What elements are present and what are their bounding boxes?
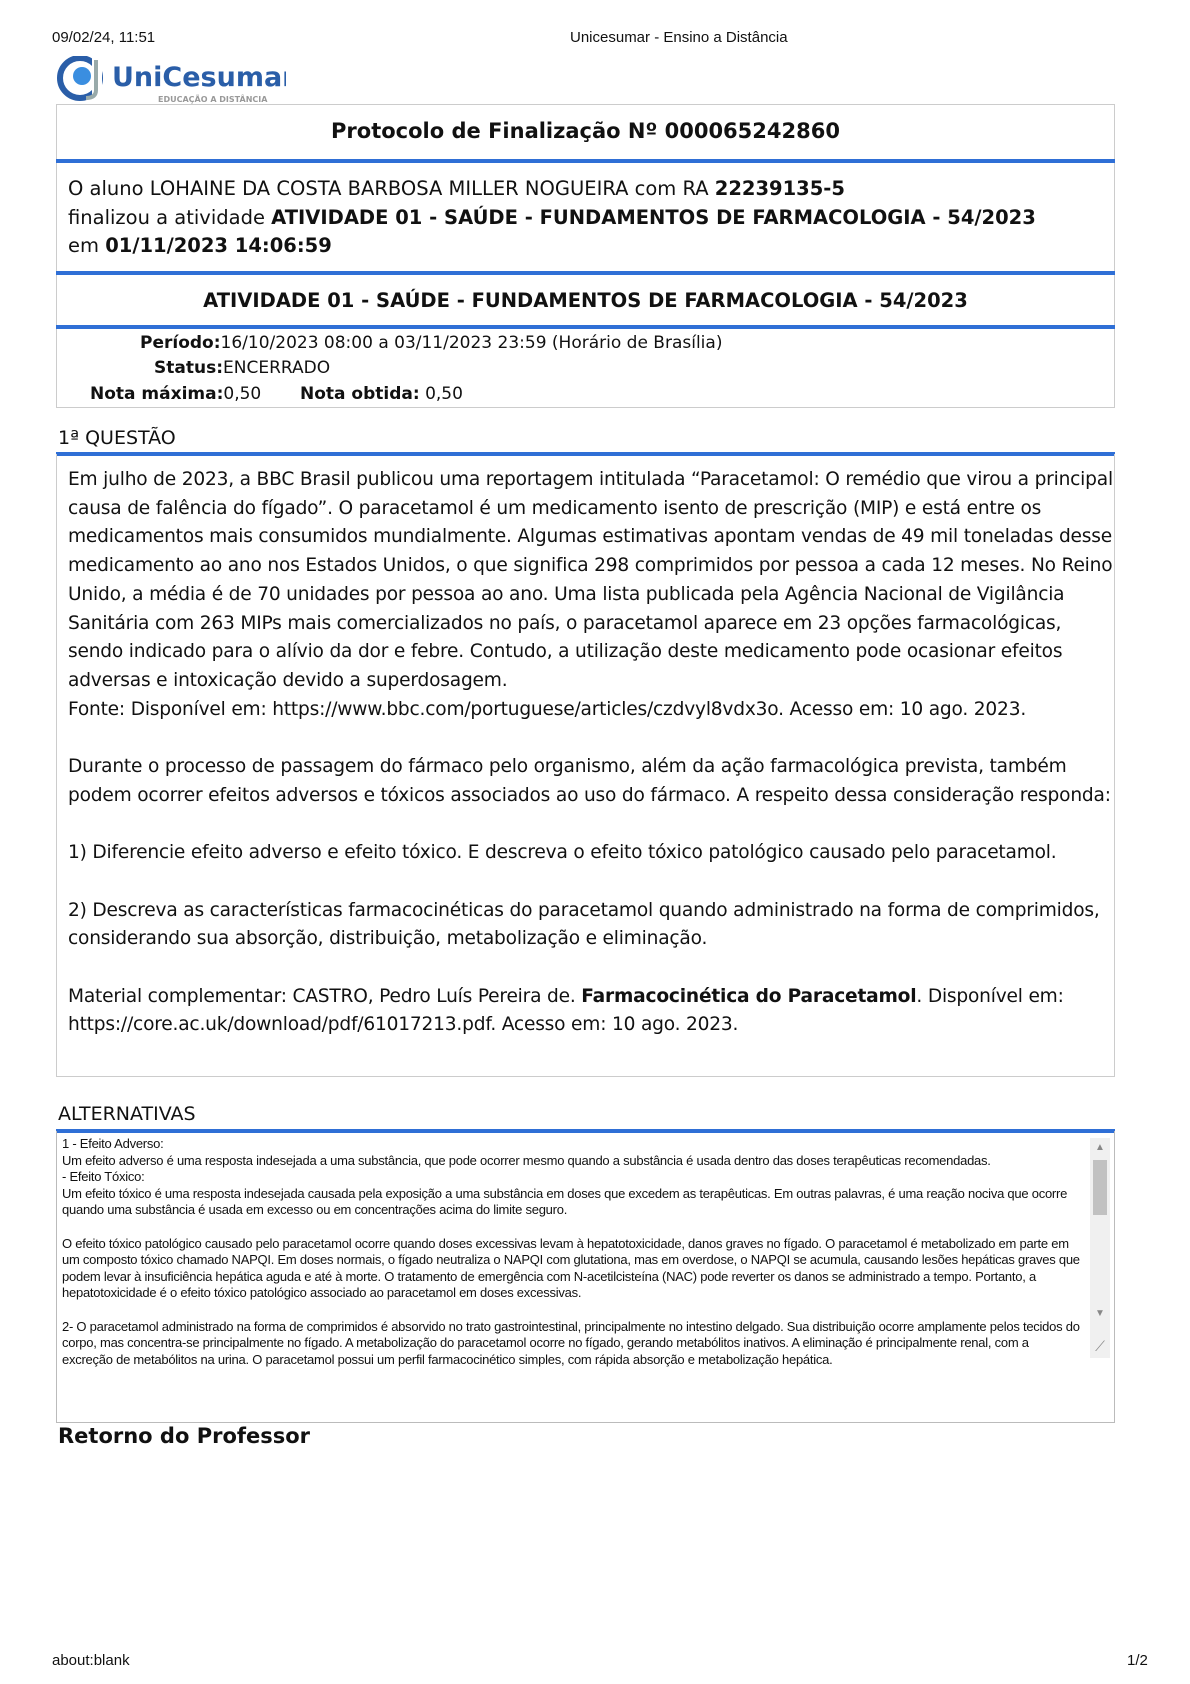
protocol-info [68, 175, 1036, 261]
divider [56, 271, 1115, 275]
question-heading: 1ª QUESTÃO [58, 427, 176, 449]
divider [56, 325, 1115, 329]
answer-part: O efeito tóxico patológico causado pelo paracetamol ocorre quando doses excessivas levam à hepatotoxicidade, danos graves no fígado. O paracetamol é metabolizado em parte em um composto tóxico chamado NAPQI. Em doses normais, o fígado neutraliza o NAPQI com glutationa, mas em overdose, o NAPQI se acumula, causando lesões hepáticas graves que podem levar à insuficiência hepática aguda e até à morte. O tratamento de emergência com N-acetilcisteína (NAC) pode reverter os danos se administrado a tempo. Portanto, a hepatotoxicidade é o efeito tóxico patológico associado ao paracetamol em doses excessivas. [62, 1235, 1080, 1301]
protocol-title: Protocolo de Finalização Nº 000065242860 [331, 119, 840, 143]
text: O aluno LOHAINE DA COSTA BARBOSA MILLER NOGUEIRA com RA [68, 177, 715, 200]
text: Farmacocinética do Paracetamol [581, 985, 917, 1007]
print-page-title: Unicesumar - Ensino a Distância [570, 29, 788, 46]
question-item-1: 1) Diferencie efeito adverso e efeito tóxico. E descreva o efeito tóxico patológico causado pelo paracetamol. [68, 842, 1057, 864]
scrollbar-thumb[interactable] [1093, 1160, 1107, 1215]
feedback-heading: Retorno do Professor [58, 1424, 311, 1448]
obtained-grade-value: 0,50 [419, 384, 463, 404]
divider [56, 159, 1115, 163]
scroll-down-icon[interactable]: ▼ [1095, 1308, 1105, 1319]
max-grade-value: 0,50 [223, 384, 262, 404]
text: finalizou a atividade [68, 205, 272, 229]
svg-text:EDUCAÇÃO A DISTÂNCIA: EDUCAÇÃO A DISTÂNCIA [158, 95, 268, 104]
answer-part: 2- O paracetamol administrado na forma de comprimidos é absorvido no trato gastrointestinal, principalmente no intestino delgado. Sua distribuição ocorre amplamente pelos tecidos do corpo, mas concentra-se principalmente no fígado. A metabolização do paracetamol ocorre no fígado, gerando metabólitos inativos. A eliminação é principalmente renal, com a excreção de metabólitos na urina. O paracetamol possui um perfil farmacocinético simples, com rápida absorção e metabolização hepática. [62, 1318, 1080, 1367]
text: em [68, 234, 106, 257]
status-value: ENCERRADO [223, 358, 331, 378]
question-source: Fonte: Disponível em: https://www.bbc.com/portuguese/articles/czdvyl8vdx3o. Acesso em: 10 ago. 2023. [68, 698, 1027, 720]
unicesumar-logo [56, 56, 286, 104]
period-label: Período: [140, 333, 221, 353]
max-grade-label: Nota máxima: [90, 384, 224, 404]
question-material [68, 983, 1113, 1040]
status-label: Status: [154, 358, 223, 378]
obtained-grade [300, 384, 463, 404]
scroll-up-icon[interactable]: ▲ [1095, 1142, 1105, 1153]
text: . Disponível em: https://core.ac.uk/download/pdf/61017213.pdf. Acesso em: 10 ago. 2023. [68, 985, 1064, 1036]
answer-part: 1 - Efeito Adverso: Um efeito adverso é uma resposta indesejada a uma substância, que pode ocorrer mesmo quando a substância é usada dentro das doses terapêuticas recomendadas. - Efeito Tóxico: Um efeito tóxico é uma resposta indesejada causada pela exposição a uma substância em doses que excedem as terapêuticas. Em outras palavras, é uma reação nociva que ocorre quando uma substância é usada em excesso ou em concentrações acima do limite seguro. [62, 1136, 1068, 1218]
period-value: 16/10/2023 08:00 a 03/11/2023 23:59 (Horário de Brasília) [220, 333, 723, 353]
question-item-2: 2) Descreva as características farmacocinéticas do paracetamol quando administrado na forma de comprimidos, considerando sua absorção, distribuição, metabolização e eliminação. [68, 899, 1100, 950]
activity-title: ATIVIDADE 01 - SAÚDE - FUNDAMENTOS DE FARMACOLOGIA - 54/2023 [203, 289, 968, 312]
activity-name: ATIVIDADE 01 - SAÚDE - FUNDAMENTOS DE FARMACOLOGIA - 54/2023 [271, 205, 1036, 229]
question-paragraph: Em julho de 2023, a BBC Brasil publicou uma reportagem intitulada “Paracetamol: O remédio que virou a principal causa de falência do fígado”. O paracetamol é um medicamento isento de prescrição (MIP) e está entre os medicamentos mais consumidos mundialmente. Algumas estimativas apontam vendas de 49 mil toneladas desse medicamento ao ano nos Estados Unidos, o que significa 298 comprimidos por pessoa a cada 12 meses. No Reino Unido, a média é de 70 unidades por pessoa ao ano. Uma lista publicada pela Agência Nacional de Vigilância Sanitária com 263 MIPs mais comercializados no país, o paracetamol aparece em 23 opções farmacológicas, sendo indicado para o alívio da dor e febre. Contudo, a utilização deste medicamento pode ocasionar efeitos adversas e intoxicação devido a superdosagem. [68, 469, 1113, 691]
text: Material complementar: CASTRO, Pedro Luís Pereira de. [68, 985, 582, 1007]
resize-handle-icon[interactable]: ⟋ [1095, 1338, 1105, 1354]
print-url: about:blank [52, 1652, 130, 1669]
print-datetime: 09/02/24, 11:51 [52, 29, 156, 46]
answer-textarea[interactable] [62, 1136, 1082, 1368]
alternatives-heading: ALTERNATIVAS [58, 1103, 196, 1125]
finished-at: 01/11/2023 14:06:59 [105, 234, 332, 257]
period [140, 333, 722, 353]
max-grade [90, 384, 261, 404]
student-ra: 22239135-5 [714, 177, 845, 200]
scrollbar[interactable] [1090, 1138, 1110, 1358]
obtained-grade-label: Nota obtida: [300, 384, 420, 404]
svg-text:UniCesumar: UniCesumar [112, 62, 286, 93]
status [154, 358, 330, 378]
question-body [68, 466, 1113, 1040]
question-paragraph: Durante o processo de passagem do fármaco pelo organismo, além da ação farmacológica prevista, também podem ocorrer efeitos adversos e tóxicos associados ao uso do fármaco. A respeito dessa consideração responda: [68, 756, 1111, 806]
page-count: 1/2 [1127, 1652, 1148, 1669]
